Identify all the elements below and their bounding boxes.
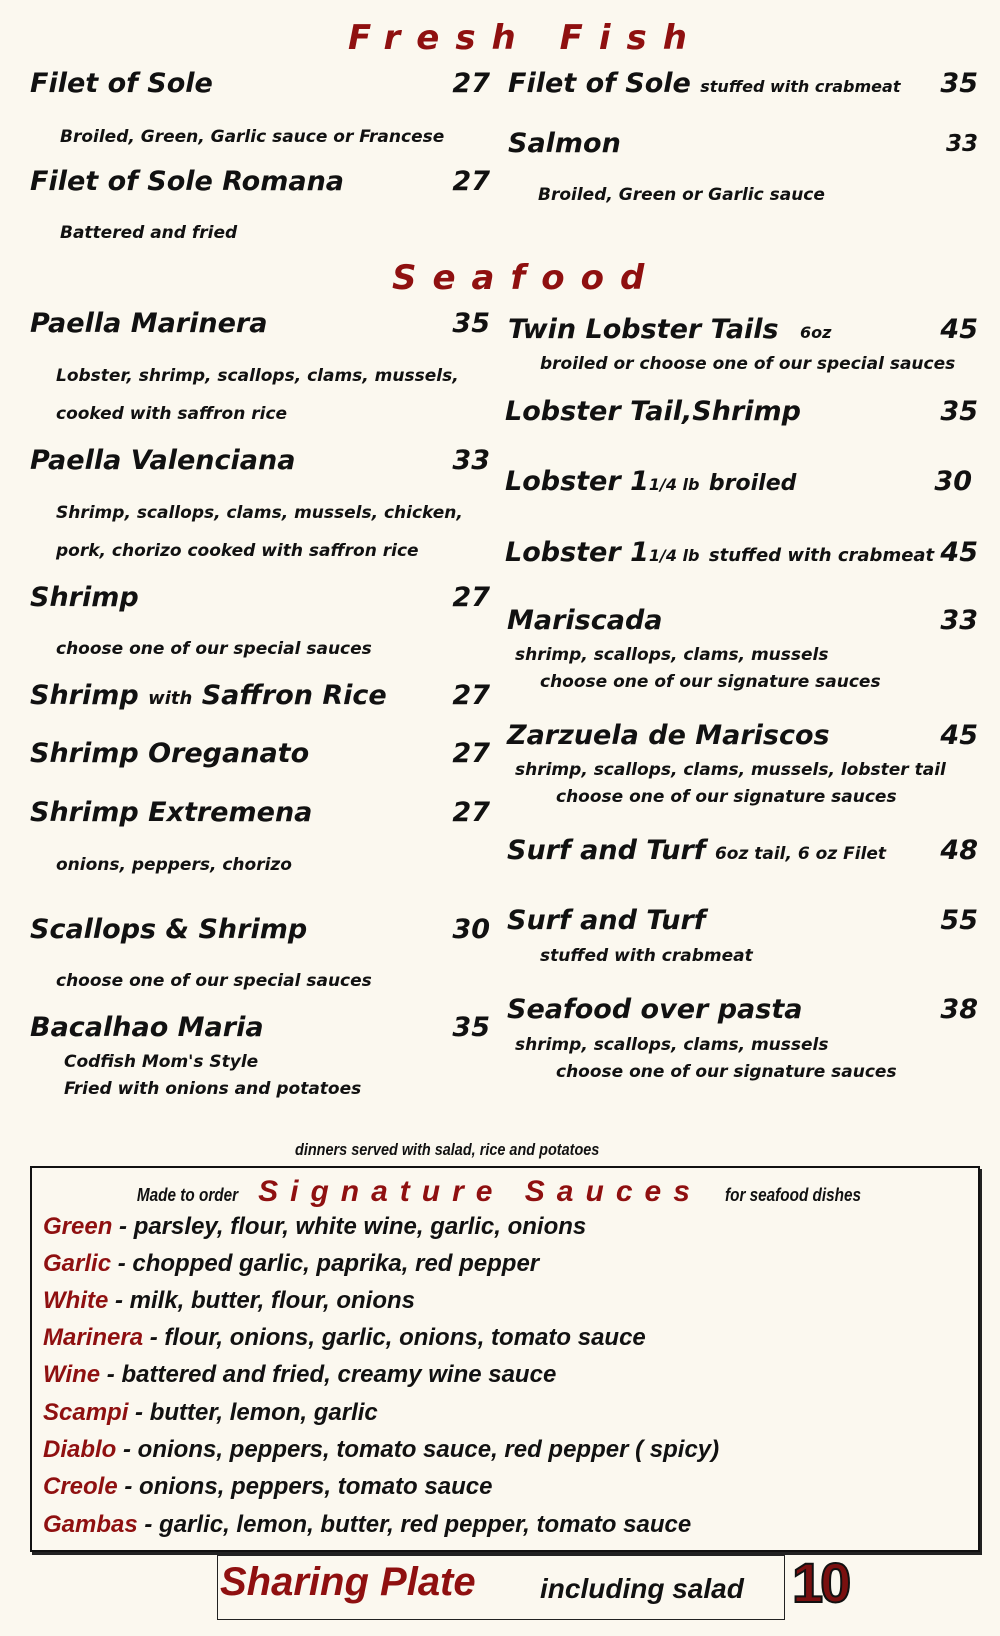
sauce-desc: - garlic, lemon, butter, red pepper, tomato sauce [137,1511,692,1538]
menu-item-price: 48 [940,835,978,866]
menu-item-desc: broiled or choose one of our special sauces [540,354,956,374]
sauce-desc: - onions, peppers, tomato sauce [117,1473,493,1500]
menu-item-name: Seafood over pasta [507,994,803,1025]
signature-sauces-title [128,1175,873,1209]
sauce-item [43,1399,378,1427]
menu-item-price: 45 [940,314,978,345]
sauce-desc: - milk, butter, flour, onions [108,1287,416,1314]
menu-item-suffix: 6oz [800,323,832,342]
menu-item-desc: Battered and fried [60,223,238,243]
menu-item-name: Salmon [508,128,621,159]
sauces-prefix: Made to order [136,1185,239,1205]
menu-item-name: Shrimp [30,582,139,613]
menu-item-name-text: Surf and Turf [507,835,706,866]
sauce-item [43,1473,492,1501]
menu-item-fraction: 1/4 lb [648,475,700,494]
fresh-fish-heading: Fresh Fish [348,18,703,58]
menu-item-price: 35 [452,308,490,339]
menu-item-name [507,835,886,866]
menu-item-desc: stuffed with crabmeat [540,946,753,966]
menu-item-name-connector: with [148,688,193,709]
sauce-name: Diablo [43,1436,117,1463]
sauce-name: Scampi [43,1399,129,1426]
menu-item-price: 33 [945,131,978,157]
menu-item-price: 33 [452,445,490,476]
sauce-item [43,1436,719,1464]
sauce-desc: - butter, lemon, garlic [128,1399,378,1426]
menu-item-price: 35 [940,396,978,427]
menu-item-desc: onions, peppers, chorizo [56,855,292,875]
sauce-desc: - parsley, flour, white wine, garlic, onions [112,1213,587,1240]
menu-item-name-text: Lobster 1 [505,466,649,497]
sauce-name: Marinera [43,1324,144,1351]
menu-item-price: 27 [452,797,490,828]
menu-item-name-text: Shrimp [30,680,139,711]
menu-item-name: Shrimp Extremena [30,797,313,828]
menu-item-price: 55 [940,905,978,936]
sauce-desc: - flour, onions, garlic, onions, tomato sauce [143,1324,646,1351]
sauce-item [43,1361,556,1389]
menu-item-name: Paella Marinera [30,308,268,339]
menu-item-price: 45 [940,720,978,751]
menu-item-suffix: stuffed with crabmeat [708,545,935,566]
sauce-desc: - battered and fried, creamy wine sauce [100,1361,557,1388]
menu-item-desc: Broiled, Green, Garlic sauce or Francese [60,127,445,147]
sauce-name: Green [43,1213,113,1240]
menu-item-desc: shrimp, scallops, clams, mussels [515,1035,829,1055]
sauce-desc: - onions, peppers, tomato sauce, red pepper ( spicy) [116,1436,720,1463]
menu-item-desc: Lobster, shrimp, scallops, clams, mussels, [56,366,459,386]
menu-item-name: Paella Valenciana [30,445,296,476]
menu-item-desc: pork, chorizo cooked with saffron rice [56,541,419,561]
menu-item-name: Filet of Sole [30,68,213,99]
menu-item-name-text: Lobster 1 [505,537,649,568]
menu-item-name [505,537,934,568]
menu-item-price: 27 [452,738,490,769]
menu-item-name: Surf and Turf [507,905,706,936]
menu-item-desc: choose one of our special sauces [56,971,372,991]
menu-item-price: 30 [452,914,490,945]
menu-item-name: Shrimp Oreganato [30,738,310,769]
menu-item-name-text: Filet of Sole [508,68,691,99]
menu-item-name: Zarzuela de Mariscos [507,720,830,751]
menu-item-desc: choose one of our special sauces [56,639,372,659]
menu-item-name: Mariscada [507,605,663,636]
sauce-desc: - chopped garlic, paprika, red pepper [111,1250,540,1277]
menu-item-name: Filet of Sole Romana [30,166,345,197]
sauce-name: Wine [43,1361,101,1388]
menu-item-name: Scallops & Shrimp [30,914,308,945]
dinner-note: dinners served with salad, rice and potatoes [295,1140,600,1159]
sauce-name: White [43,1287,109,1314]
menu-item-price: 27 [452,166,490,197]
menu-item-name-text: Twin Lobster Tails [508,314,779,345]
menu-item-price: 30 [934,466,972,497]
sauce-item [43,1213,586,1241]
sauce-item [43,1250,539,1278]
menu-item-suffix: 6oz tail, 6 oz Filet [714,844,887,864]
menu-item-desc: choose one of our signature sauces [540,672,881,692]
sharing-plate-price: 10 [792,1551,849,1614]
menu-item-desc: cooked with saffron rice [56,404,288,424]
menu-item-name [30,680,387,711]
menu-item-desc: choose one of our signature sauces [556,787,897,807]
menu-item-suffix: broiled [708,471,797,496]
menu-item-price: 35 [940,68,978,99]
menu-item-name-text: Saffron Rice [201,680,387,711]
menu-item-desc: shrimp, scallops, clams, mussels [515,645,829,665]
menu-item-price: 38 [940,994,978,1025]
menu-item-price: 33 [940,605,978,636]
menu-item-desc: Fried with onions and potatoes [64,1079,362,1099]
menu-item-desc: Broiled, Green or Garlic sauce [538,185,825,205]
menu-item-price: 27 [452,582,490,613]
menu-item-name [508,314,831,345]
menu-item-price: 35 [452,1012,490,1043]
menu-item-name [505,466,796,497]
menu-item-desc: choose one of our signature sauces [556,1062,897,1082]
sauces-suffix: for seafood dishes [724,1185,861,1205]
menu-item-price: 27 [452,68,490,99]
menu-item-name: Lobster Tail,Shrimp [505,396,801,427]
sauce-item [43,1324,646,1352]
menu-item-desc: shrimp, scallops, clams, mussels, lobster tail [515,760,946,780]
menu-item-fraction: 1/4 lb [648,546,700,565]
sauce-item [43,1511,691,1539]
menu-item-suffix: stuffed with crabmeat [700,77,901,96]
menu-item-price: 45 [940,537,978,568]
sauce-item [43,1287,415,1315]
menu-item-name: Bacalhao Maria [30,1012,264,1043]
sauces-heading: Signature Sauces [258,1175,702,1208]
menu-item-desc: Shrimp, scallops, clams, mussels, chicken, [56,503,463,523]
sharing-plate-sub: including salad [540,1573,744,1604]
sharing-plate-label: Sharing Plate [220,1560,476,1604]
seafood-heading: Seafood [392,258,661,298]
sauce-name: Creole [43,1473,118,1500]
menu-item-desc: Codfish Mom's Style [64,1052,259,1072]
menu-item-name [508,68,900,99]
menu-item-price: 27 [452,680,490,711]
sauce-name: Garlic [43,1250,112,1277]
sauce-name: Gambas [43,1511,138,1538]
